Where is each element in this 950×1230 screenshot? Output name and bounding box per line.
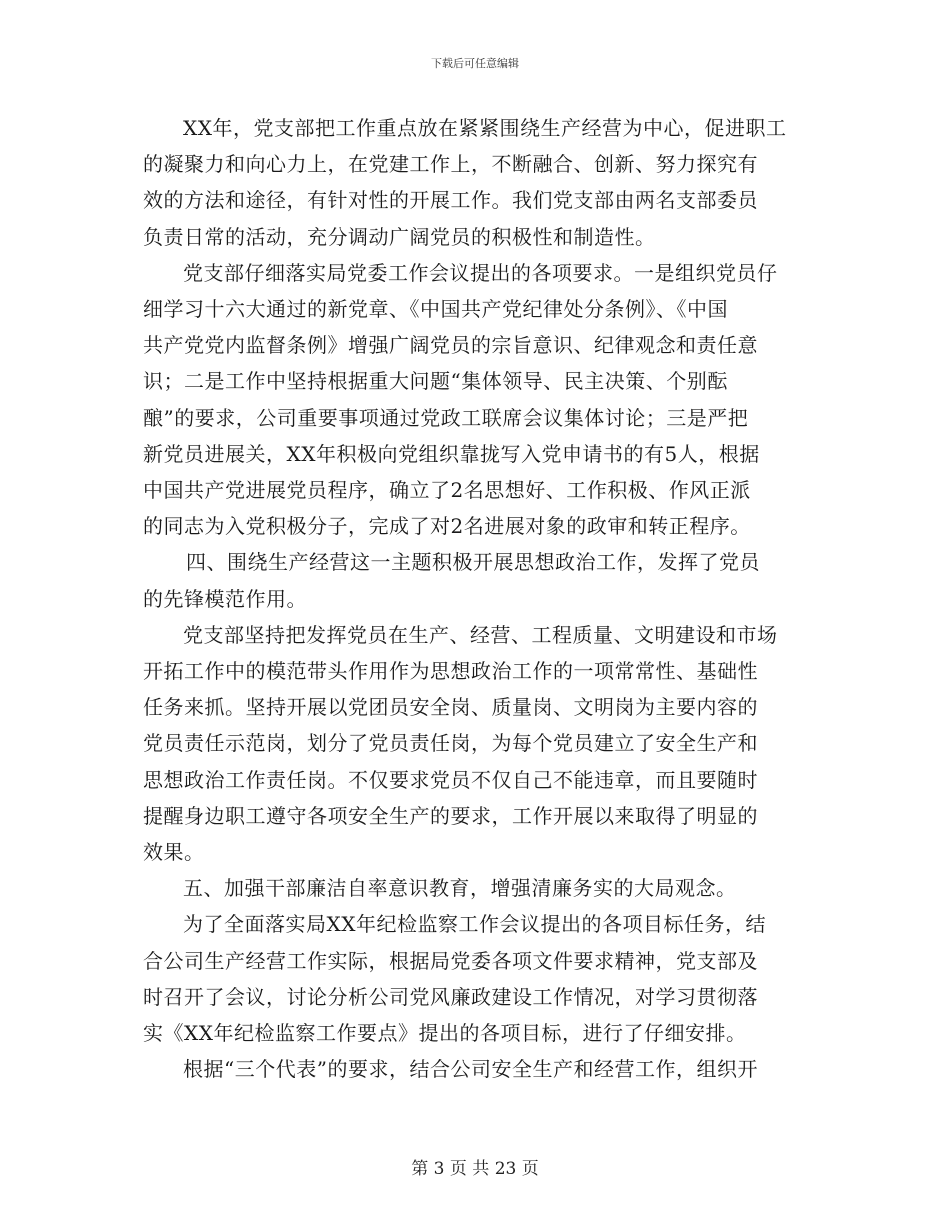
page-footer: [0, 1154, 950, 1179]
paragraph-5-heading-five: 五、加强干部廉洁自率意识教育，增强清廉务实的大局观念。: [183, 876, 737, 901]
document-body: [143, 110, 805, 1087]
paragraph-2: 党支部仔细落实局党委工作会议提出的各项要求。一是组织党员仔 细学习十六大通过的新党章、《中国共产党纪律处分条例》、《中国 共产党党内监督条例》增强广阔党员的宗旨意识、纪律观念和责任意 识；二是工作中坚持根据重大问题“集体领导、民主决策、个别酝 酿”的要求，公司重要事项通过党政工联席会议集体讨论；三是严把 新党员进展关，XX年积极向党组织靠拢写入党申请书的有5人，根据 中国共产党进展党员程序，确立了2名思想好、工作积极、作风正派 的同志为入党积极分子，完成了对2名进展对象的政审和转正程序。: [143, 260, 778, 539]
paragraph-6: 为了全面落实局XX年纪检监察工作会议提出的各项目标任务，结 合公司生产经营工作实际，根据局党委各项文件要求精神，党支部及 时召开了会议，讨论分析公司党风廉政建设工作情况，对学习贯彻落 实《XX年纪检监察工作要点》提出的各项目标，进行了仔细安排。: [143, 912, 766, 1046]
paragraph-1: XX年，党支部把工作重点放在紧紧围绕生产经营为中心，促进职工 的凝聚力和向心力上，在党建工作上，不断融合、创新、努力探究有 效的方法和途径，有针对性的开展工作。我们党支部由两名支部委员 负责日常的活动，充分调动广阔党员的积极性和制造性。: [143, 116, 787, 249]
page-number: 第 3 页 共 23 页: [411, 1159, 539, 1179]
paragraph-4: 党支部坚持把发挥党员在生产、经营、工程质量、文明建设和市场 开拓工作中的模范带头作用作为思想政治工作的一项常常性、基础性 任务来抓。坚持开展以党团员安全岗、质量岗、文明岗为主要内容的 党员责任示范岗，划分了党员责任岗，为每个党员建立了安全生产和 思想政治工作责任岗。不仅要求党员不仅自己不能违章，而且要随时 提醒身边职工遵守各项安全生产的要求，工作开展以来取得了明显的 效果。: [143, 622, 778, 865]
paragraph-7: 根据“三个代表”的要求，结合公司安全生产和经营工作，组织开: [183, 1057, 758, 1082]
paragraph-3-heading-four: 四、围绕生产经营这一主题积极开展思想政治工作，发挥了党员 的先锋模范作用。: [143, 550, 760, 611]
page-header: 下载后可任意编辑: [431, 57, 519, 70]
